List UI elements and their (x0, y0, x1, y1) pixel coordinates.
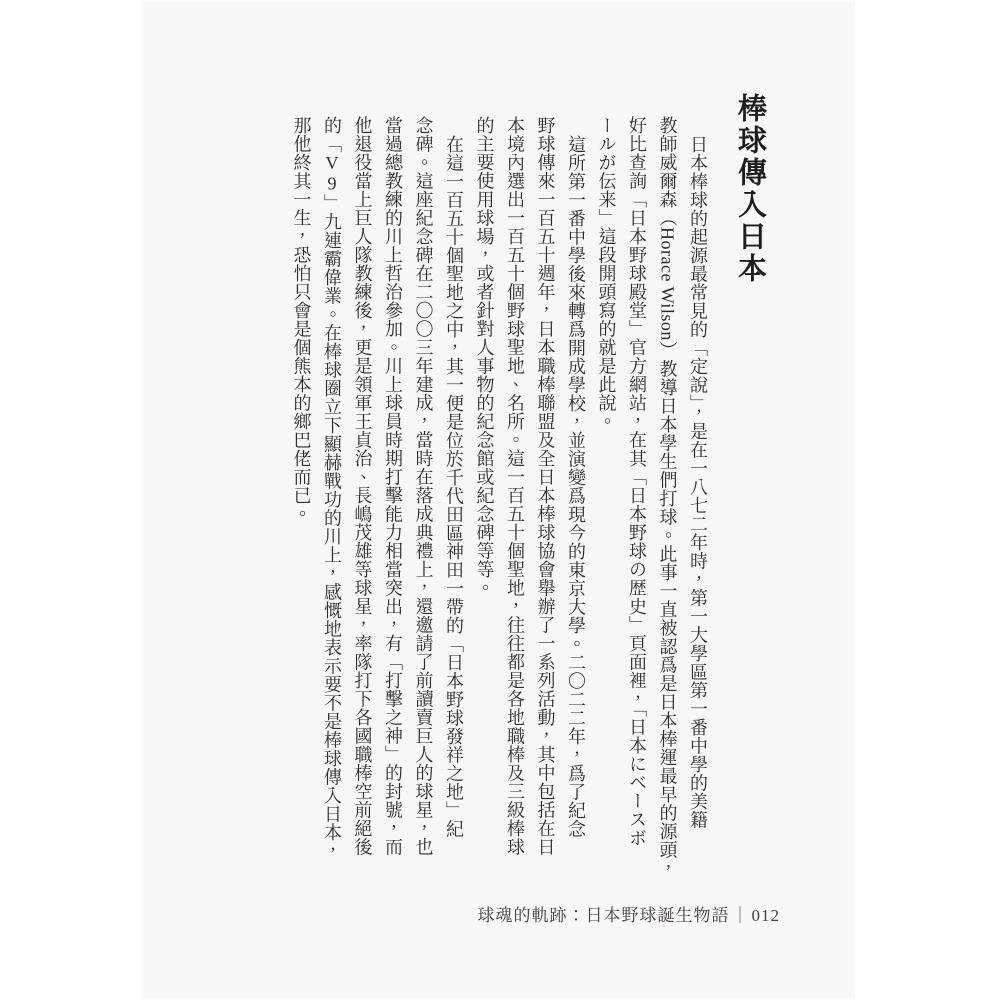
text-column: 的主要使用球場，或者針對人事物的紀念館或紀念碑等等。 (474, 116, 495, 597)
text-column: 好比查詢「日本野球殿堂」官方網站，在其「日本野球の歴史」頁面裡，「日本にベースボ (627, 116, 647, 847)
text-column: 日本棒球的起源最常見的「定說」，是在一八七二年時，第一大學區第一番中學的美籍 (688, 134, 708, 829)
text-column: 本境內選出一百五十個野球聖地、名所。這一百五十個聖地，往往都是各地職棒及三級棒球 (505, 116, 525, 856)
text-column: ールが伝来」這段開頭寫的就是此說。 (596, 116, 617, 431)
footer-separator: ｜ (731, 906, 750, 925)
text-column: 的「V9」九連霸偉業。在棒球圈立下顯赫戰功的川上，感慨地表示要不是棒球傳入日本， (322, 116, 342, 860)
book-page (143, 2, 855, 998)
text-column: 野球傳來一百五十週年，日本職棒聯盟及全日本棒球協會舉辦了一系列活動，其中包括在日 (535, 116, 556, 856)
page-number: 012 (751, 906, 780, 925)
chapter-title: 棒球傳入日本 (734, 93, 766, 285)
text-column: 當過總教練的川上哲治參加。川上球員時期打擊能力相當突出，有「打擊之神」的封號，而 (383, 116, 403, 856)
text-column: 他退役當上巨人隊教練後，更是領軍王貞治、長嶋茂雄等球星，率隊打下各國職棒空前絕後 (352, 116, 373, 856)
text-column: 這所第一番中學後來轉爲開成學校，並演變爲現今的東京大學。二〇二二年，爲了紀念 (566, 134, 586, 838)
text-column: 在這一百五十個聖地之中，其一便是位於千代田區神田一帶的「日本野球發祥之地」紀 (444, 134, 464, 838)
body-text (286, 116, 713, 916)
page-footer (478, 901, 781, 926)
book-title: 球魂的軌跡：日本野球誕生物語 (477, 906, 730, 925)
text-column: 教師威爾森（Horace Wilson）教導日本學生們打球。此事一直被認爲是日本棒運最早的源頭， (657, 116, 678, 878)
text-column: 念碑。這座紀念碑在二〇〇三年建成，當時在落成典禮上，還邀請了前讀賣巨人的球星，也 (413, 116, 434, 856)
text-column: 那他終其一生，恐怕只會是個熊本的鄉巴佬而已。 (291, 116, 312, 523)
